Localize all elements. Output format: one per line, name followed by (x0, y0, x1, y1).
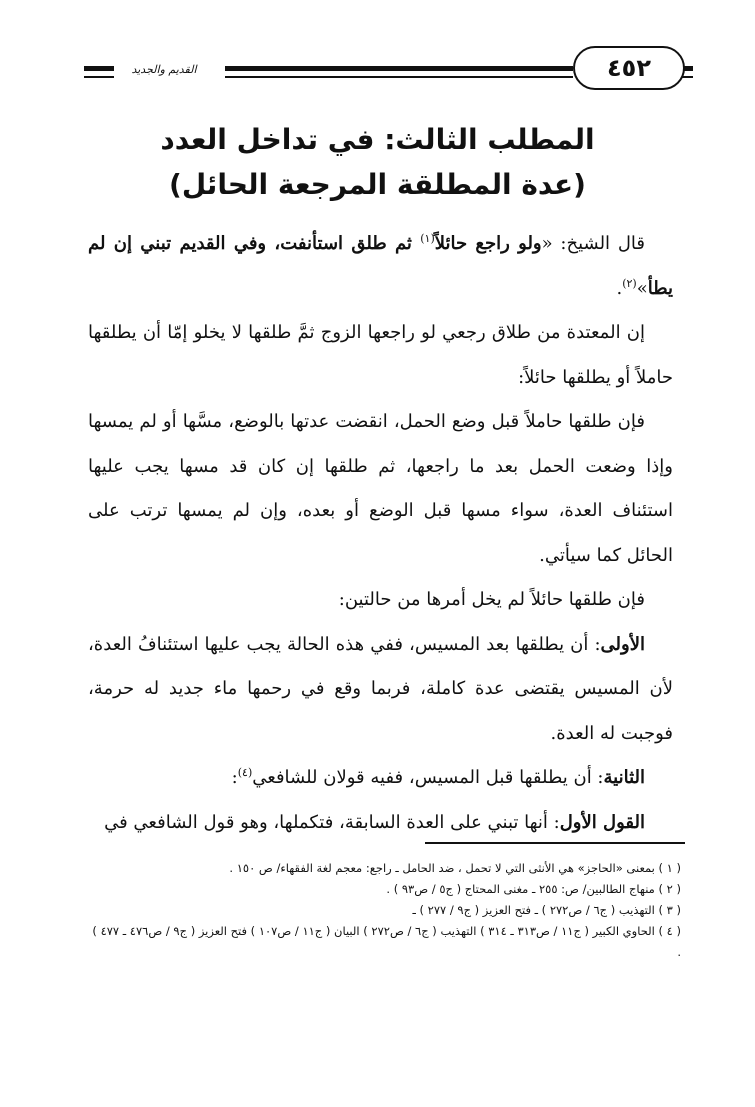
paragraph-first-case (88, 623, 673, 757)
paragraph-4: فإن طلقها حائلاً لم يخل أمرها من حالتين: (338, 589, 645, 610)
quote-text-b: ثم طلق استأنفت، وفي القديم تبني إن لم يطأ (88, 233, 673, 299)
first-opinion-text: : أنها تبني على العدة السابقة، فتكملها، وهو قول الشافعي في (104, 811, 560, 833)
second-case-end: : (231, 767, 238, 788)
quote-end: . (616, 277, 623, 299)
paragraph-3: فإن طلقها حاملاً قبل وضع الحمل، انقضت عدتها بالوضع، مسَّها أو لم يمسها وإذا وضعت الحمل بعد ما راجعها، ثم طلقها إن كان قد مسها يجب عليها استئناف العدة، سواء مسها قبل الوضع أو بعده، وإن لم يمسها ترتب على الحائل كما سيأتي. (88, 411, 673, 566)
quote-intro: قال الشيخ: « (541, 233, 645, 254)
footnote-ref-4[interactable]: (٤) (237, 766, 253, 779)
paragraph-2: إن المعتدة من طلاق رجعي لو راجعها الزوج ثمَّ طلقها لا يخلو إمّا أن يطلقها حاملاً أو يطلقها حائلاً: (88, 322, 673, 388)
section-title: المطلب الثالث: في تداخل العدد (160, 123, 595, 156)
page-number: ٤٥٢ (607, 54, 651, 82)
page-number-badge (573, 46, 685, 90)
header-rule-main-thin (225, 76, 573, 78)
first-case-label: الأولى (600, 633, 645, 655)
second-case-label: الثانية (603, 767, 645, 788)
footnote-ref-2[interactable]: (٢) (622, 276, 637, 290)
header-rule-main (225, 66, 573, 71)
footnote-ref-1[interactable]: (١) (420, 232, 435, 245)
footnote-4: ( ٤ ) الحاوي الكبير ( ج١١ / ص٣١٣ ـ ٣١٤ ) التهذيب ( ج٦ / ص٢٧٢ ) البيان ( ج١١ / ص١٠٧ ) فتح العزيز ( ج٩ / ص٤٧٦ ـ ٤٧٧ ) . (92, 924, 681, 959)
running-title: القديم والجديد (131, 63, 197, 76)
footnote-1: ( ١ ) بمعنى «الحاجز» هي الأنثى التي لا تحمل ، ضد الحامل ـ راجع: معجم لغة الفقهاء/ ص ١٥٠ . (229, 861, 681, 875)
paragraph-quote (88, 222, 673, 311)
header-rule-left-thin (84, 76, 114, 78)
header-rule-left (84, 66, 114, 71)
second-case-text: : أن يطلقها قبل المسيس، ففيه قولان للشافعي (252, 767, 604, 788)
first-case-text: : أن يطلقها بعد المسيس، ففي هذه الحالة يجب عليها استئنافُ العدة، لأن المسيس يقتضى عدة كاملة، فربما وقع في رحمها ماء جديد له حرمة، فوجبت له العدة. (88, 633, 673, 744)
paragraph-second-case (88, 756, 673, 801)
section-subtitle: (عدة المطلقة المرجعة الحائل) (169, 168, 586, 201)
footnote-2: ( ٢ ) منهاج الطالبين/ ص: ٢٥٥ ـ مغنى المحتاج ( ج٥ / ص٩٣ ) . (386, 882, 681, 896)
quote-close: » (636, 277, 648, 299)
footnote-3: ( ٣ ) التهذيب ( ج٦ / ص٢٧٢ ) ـ فتح العزيز ( ج٩ / ٢٧٧ ) ـ (412, 903, 681, 917)
body-text (88, 222, 673, 845)
footnotes (88, 858, 681, 963)
first-opinion-label: القول الأول (559, 811, 645, 833)
quote-text-a: ولو راجع حائلاً (434, 233, 542, 254)
footnote-separator (425, 842, 685, 844)
paragraph-first-opinion (88, 801, 673, 846)
